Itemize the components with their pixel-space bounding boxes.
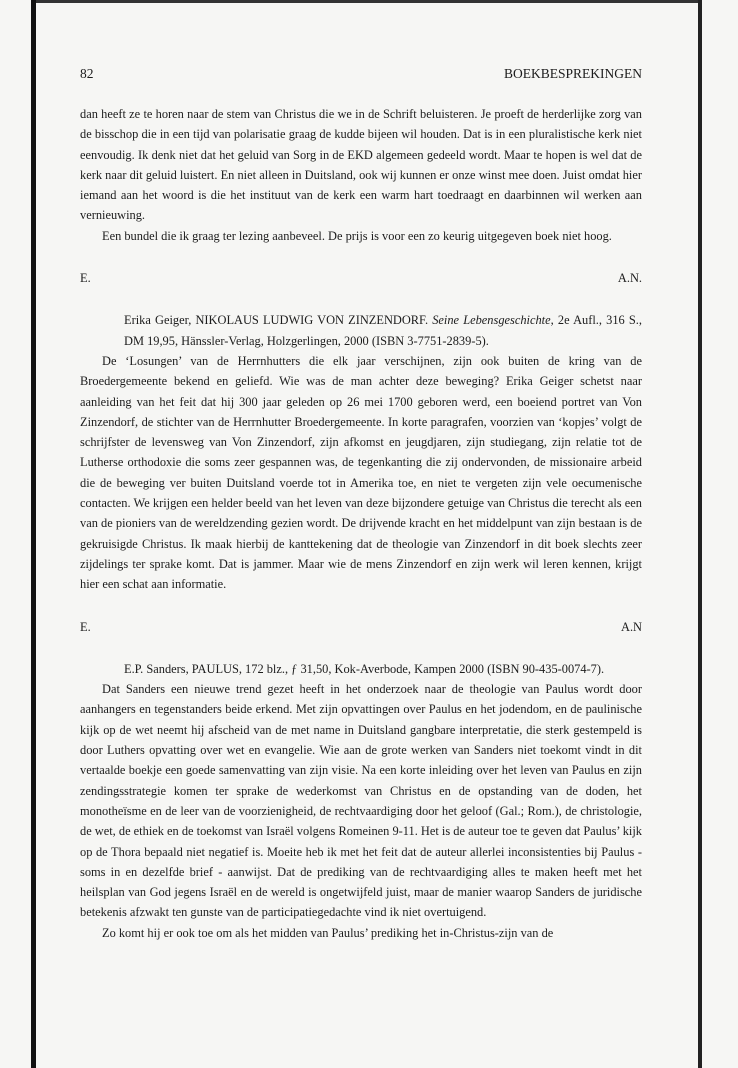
review1-signature [80, 268, 642, 288]
page-frame-left [31, 0, 36, 1068]
running-title: BOEKBESPREKINGEN [503, 66, 642, 81]
review1-paragraph-1: dan heeft ze te horen naar de stem van Christus die we in de Schrift beluisteren. Je proeft de herderlijke zorg van de bisschop die in een tijd van polarisatie graag de kudde bijeen wil houden. Dat is in een pluralistische kerk niet eenvoudig. Ik denk niet dat het geluid van Sorg in de EKD algemeen gedeeld wordt. Maar te hopen is wel dat de kerk naar dit geluid luistert. En niet alleen in Duitsland, ook wij kunnen er onze winst mee doen. Juist omdat hier iemand aan het woord is die het instituut van de kerk een warm hart toedraagt en daarbinnen wil werken aan vernieuwing. [80, 107, 642, 223]
review3-citation: E.P. Sanders, PAULUS, 172 blz., ƒ 31,50, Kok-Averbode, Kampen 2000 (ISBN 90-435-0074-7). [124, 661, 605, 676]
page-number: 82 [80, 66, 94, 81]
review2-sig-right: A.N [621, 619, 642, 634]
review3-body: Dat Sanders een nieuwe trend gezet heeft in het onderzoek naar de theologie van Paulus wordt door aanhangers en tegenstanders beide erkend. Met zijn opvattingen over Paulus en het jodendom, en de paulinische kijk op de wet neemt hij afscheid van de met name in Duitsland gangbare interpretatie, die sterk gestempeld is door Luthers opvatting over wet en evangelie. Wie aan de grote werken van Sanders niet toekomt vindt in dit vertaalde boekje een goede samenvatting van zijn visie. Na een korte inleiding over het leven van Paulus en zijn zendingsstrategie komen ter sprake de wederkomst van Christus en de opstanding van de doden, het monotheïsme en de leer van de voorzienigheid, de rechtvaardiging door het geloof (Gal.; Rom.), de christologie, de wet, de ethiek en de toekomst van Israël volgens Romeinen 9-11. Het is de auteur toe te geven dat Paulus’ kijk op de Thora bepaald niet negatief is. Moeite heb ik met het feit dat de auteur allerlei inconsistenties bij Paulus - soms in en dezelfde brief - aanwijst. Dat de prediking van de rechtvaardiging alles te maken heeft met het heilsplan van God jegens Israël en de wereld is ongetwijfeld juist, maar de manier waarop Sanders de juridische betekenis afzwakt ten gunste van de participatiegedachte vind ik niet overtuigend. [80, 682, 642, 920]
running-header [80, 65, 642, 83]
review2-citation-author: Erika Geiger, NIKOLAUS LUDWIG VON ZINZENDORF. [124, 313, 429, 328]
review1-sig-left: E. [80, 271, 91, 286]
page-frame-right [698, 0, 702, 1068]
review2-sig-left: E. [80, 619, 91, 634]
review2-body: De ‘Losungen’ van de Herrnhutters die elk jaar verschijnen, zijn ook buiten de kring van de Broedergemeente bekend en geliefd. Wie was de man achter deze beweging? Erika Geiger schetst naar aanleiding van het feit dat hij 300 jaar geleden op 26 mei 1700 geboren werd, een boeiend portret van Von Zinzendorf, de stichter van de Herrnhutter Broedergemeente. In korte paragrafen, voorzien van ‘kopjes’ volgt de schrijfster de levensweg van Von Zinzendorf, zijn afkomst en jeugdjaren, zijn studiegang, zijn relatie tot de Lutherse orthodoxie die soms zeer gespannen was, de tegenkanting die zij ondervonden, de missionaire arbeid die de beweging ver buiten Duitsland voerde tot in Amerika toe, en niet te vergeten zijn vele oecumenische contacten. We krijgen een helder beeld van het leven van deze bijzondere getuige van Christus die terecht als een van de pioniers van de wereldzending gezien wordt. De drijvende kracht en het middelpunt van zijn bestaan is de gekruisigde Christus. Ik maak hierbij de kanttekening dat de theologie van Zinzendorf in dit boek slechts zeer zijdelings ter sprake komt. Dat is jammer. Maar wie de mens Zinzendorf en zijn werk wil leren kennen, krijgt hier een schat aan informatie. [80, 353, 642, 592]
review2-citation-subtitle: Seine Lebensgeschichte, [432, 313, 554, 328]
review3-body-continued: Zo komt hij er ook toe om als het midden van Paulus’ prediking het in-Christus-zijn van de [102, 925, 554, 940]
page-frame-top [31, 0, 702, 3]
review1-paragraph-2: Een bundel die ik graag ter lezing aanbeveel. De prijs is voor een zo keurig uitgegeven boek niet hoog. [102, 228, 612, 243]
review2-citation [80, 310, 642, 351]
review2-signature [80, 617, 642, 637]
review1-sig-right: A.N. [617, 271, 642, 286]
review2-citation-details: 2e Aufl., 316 S., DM 19,95, Hänssler-Verlag, Holzgerlingen, 2000 (ISBN 3-7751-2839-5). [124, 313, 642, 348]
page-content [80, 65, 642, 943]
